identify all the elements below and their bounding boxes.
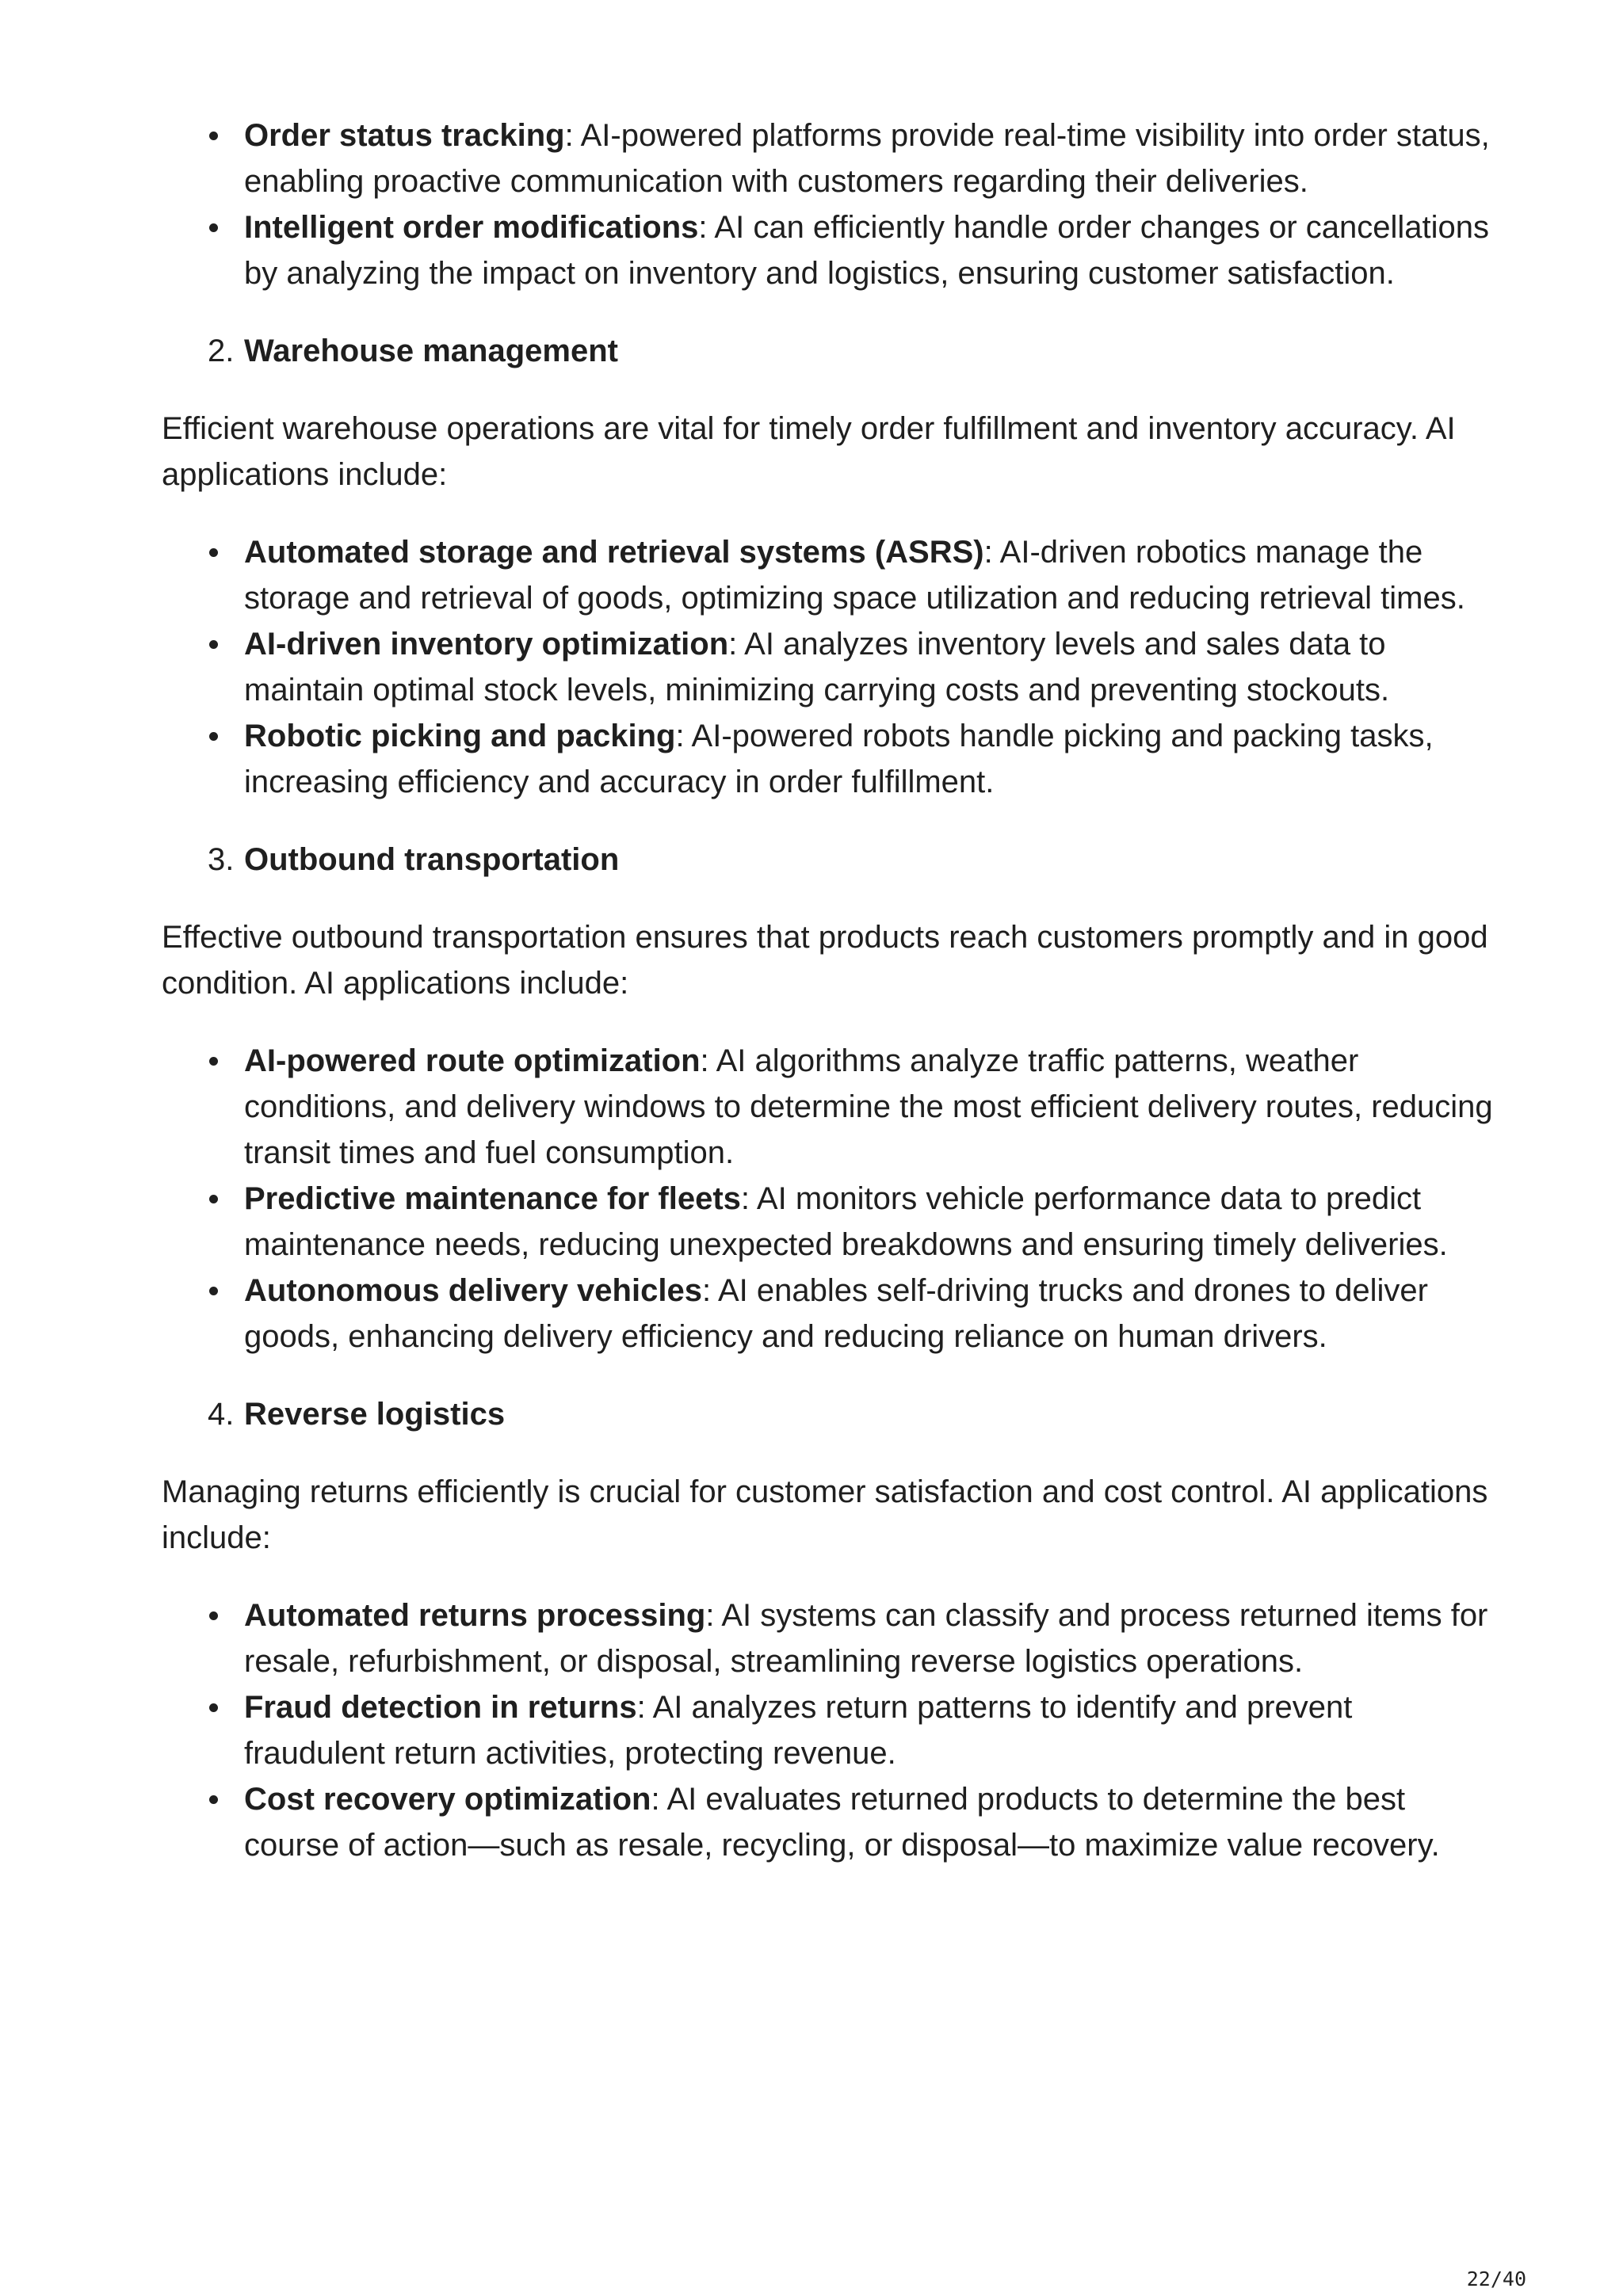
bullet-text: : AI algorithms analyze traffic patterns, weather conditions, and delivery windows to determine the most efficient delivery routes, reducing transit times and fuel consumption. <box>244 1043 1493 1170</box>
section-bullet-list <box>162 529 1493 805</box>
page-number: 22/40 <box>1466 2267 1526 2290</box>
bullet-term: AI-driven inventory optimization <box>244 627 729 662</box>
section-heading-reverse-logistics <box>162 1391 1493 1437</box>
section-number: 3. <box>208 842 235 877</box>
bullet-term: Fraud detection in returns <box>244 1690 637 1725</box>
list-item <box>162 1776 1493 1868</box>
bullet-term: Cost recovery optimization <box>244 1782 651 1817</box>
list-item <box>162 1038 1493 1176</box>
section-bullet-list <box>162 1038 1493 1360</box>
bullet-text: : AI-powered platforms provide real-time visibility into order status, enabling proactive communication with customers regarding their deliveries. <box>244 118 1490 199</box>
bullet-text: : AI enables self-driving trucks and drones to deliver goods, enhancing delivery efficiency and reducing reliance on human drivers. <box>244 1273 1428 1354</box>
list-item <box>162 1592 1493 1684</box>
bullet-text: : AI analyzes inventory levels and sales data to maintain optimal stock levels, minimizing carrying costs and preventing stockouts. <box>244 627 1390 707</box>
list-item <box>162 529 1493 621</box>
section-number: 4. <box>208 1397 235 1432</box>
section-intro: Efficient warehouse operations are vital for timely order fulfillment and inventory accuracy. AI applications include: <box>162 411 1456 492</box>
section-title: Warehouse management <box>244 334 618 368</box>
section-heading-outbound-transportation <box>162 837 1493 883</box>
bullet-text: : AI-driven robotics manage the storage and retrieval of goods, optimizing space utilization and reducing retrieval times. <box>244 535 1465 616</box>
bullet-term: Autonomous delivery vehicles <box>244 1273 702 1308</box>
section-title: Reverse logistics <box>244 1397 506 1432</box>
bullet-text: : AI monitors vehicle performance data to predict maintenance needs, reducing unexpected breakdowns and ensuring timely deliveries. <box>244 1181 1448 1262</box>
list-item <box>162 204 1493 296</box>
bullet-term: Robotic picking and packing <box>244 719 676 753</box>
bullet-text: : AI systems can classify and process returned items for resale, refurbishment, or disposal, streamlining reverse logistics operations. <box>244 1598 1488 1679</box>
bullet-text: : AI analyzes return patterns to identify and prevent fraudulent return activities, protecting revenue. <box>244 1690 1353 1771</box>
section-heading-warehouse-management <box>162 328 1493 374</box>
section-intro: Effective outbound transportation ensures that products reach customers promptly and in good condition. AI applications include: <box>162 920 1488 1001</box>
document-body <box>162 113 1493 1868</box>
bullet-text: : AI can efficiently handle order changes or cancellations by analyzing the impact on inventory and logistics, ensuring customer satisfaction. <box>244 210 1490 291</box>
list-item <box>162 1268 1493 1360</box>
bullet-term: Automated returns processing <box>244 1598 706 1633</box>
list-item <box>162 621 1493 713</box>
bullet-term: Order status tracking <box>244 118 565 153</box>
section-intro: Managing returns efficiently is crucial for customer satisfaction and cost control. AI applications include: <box>162 1474 1488 1555</box>
bullet-text: : AI evaluates returned products to determine the best course of action—such as resale, recycling, or disposal—to maximize value recovery. <box>244 1782 1440 1863</box>
section-bullet-list <box>162 1592 1493 1868</box>
section-number: 2. <box>208 334 235 368</box>
bullet-term: Automated storage and retrieval systems (ASRS) <box>244 535 984 570</box>
bullet-term: Intelligent order modifications <box>244 210 699 245</box>
bullet-term: AI-powered route optimization <box>244 1043 701 1078</box>
list-item <box>162 113 1493 204</box>
section-title: Outbound transportation <box>244 842 620 877</box>
lead-bullet-list <box>162 113 1493 296</box>
list-item <box>162 1684 1493 1776</box>
bullet-term: Predictive maintenance for fleets <box>244 1181 741 1216</box>
list-item <box>162 1176 1493 1268</box>
bullet-text: : AI-powered robots handle picking and packing tasks, increasing efficiency and accuracy in order fulfillment. <box>244 719 1434 799</box>
list-item <box>162 713 1493 805</box>
